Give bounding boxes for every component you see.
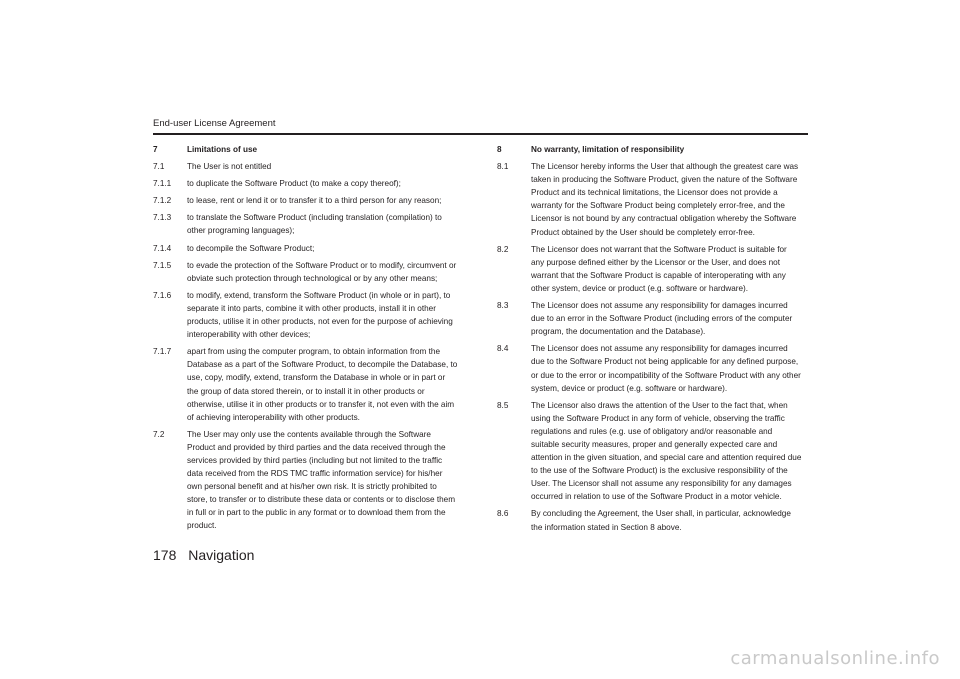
section-8-heading [497, 143, 802, 156]
clause-7-1-4 [153, 242, 458, 255]
clause-text: The Licensor does not assume any responsibility for damages incurred due to an error in the Software Product (including errors of the computer program, the documentation and the Database). [531, 301, 793, 337]
section-number: 7 [153, 145, 158, 154]
clause-text: to evade the protection of the Software Product or to modify, circumvent or obviate such protection through technological or by any other means; [187, 260, 457, 283]
clause-7-2 [153, 428, 458, 533]
section-name: Navigation [188, 547, 255, 563]
clause-number: 7.1.2 [153, 196, 172, 206]
clause-number: 8.4 [497, 344, 509, 354]
clause-number: 7.2 [153, 429, 165, 439]
watermark: carmanualsonline.info [730, 648, 940, 669]
clause-number: 7.1.1 [153, 179, 172, 189]
clause-number: 7.1.4 [153, 243, 172, 253]
clause-7-1-1 [153, 177, 458, 190]
clause-7-1-3 [153, 211, 458, 237]
clause-8-6 [497, 507, 802, 533]
clause-7-1-2 [153, 194, 458, 207]
section-title: Limitations of use [187, 145, 258, 154]
clause-text: to lease, rent or lend it or to transfer it to a third person for any reason; [187, 196, 442, 206]
clause-7-1-6 [153, 289, 458, 341]
clause-text: The Licensor does not assume any responsibility for damages incurred due to the Software Product not being applicable for any defined purpose, or due to the error or incompatibility of the Software Product with any other system, device or product (e.g. software or hardware). [531, 344, 801, 393]
clause-7-1 [153, 160, 458, 173]
clause-7-1-5 [153, 259, 458, 285]
clause-text: By concluding the Agreement, the User shall, in particular, acknowledge the information stated in Section 8 above. [531, 509, 791, 532]
clause-8-4 [497, 342, 802, 394]
clause-text: to translate the Software Product (including translation (compilation) to other programing languages); [187, 213, 442, 236]
left-column [153, 143, 458, 537]
section-number: 8 [497, 145, 502, 154]
clause-number: 8.6 [497, 509, 509, 519]
clause-number: 8.2 [497, 244, 509, 254]
clause-number: 8.5 [497, 400, 509, 410]
clause-text: to duplicate the Software Product (to make a copy thereof); [187, 179, 401, 189]
page-header-title: End-user License Agreement [153, 118, 276, 129]
clause-8-5 [497, 399, 802, 504]
clause-text: The User is not entitled [187, 162, 272, 172]
clause-8-3 [497, 299, 802, 338]
clause-text: The User may only use the contents available through the Software Product and provided by third parties and the data received through the services provided by third parties (including but not limited to the traffic data received from the RDS TMC traffic information service) for his/her own personal benefit and at his/her own risk. It is strictly prohibited to store, to transfer or to distribute these data or contents or to disclose them in full or in part to the public in any format or to download them from the product. [187, 429, 456, 531]
clause-8-2 [497, 243, 802, 295]
clause-7-1-7 [153, 345, 458, 424]
page-footer [153, 546, 254, 564]
clause-number: 7.1.6 [153, 290, 172, 300]
section-7-heading [153, 143, 458, 156]
right-column [497, 143, 802, 538]
clause-number: 8.1 [497, 162, 509, 172]
clause-text: to modify, extend, transform the Software Product (in whole or in part), to separate it into parts, combine it with other products, install it in other products, utilise it in other products, not even for the purpose of achieving interoperability with other devices; [187, 290, 453, 340]
header-rule [153, 133, 808, 135]
clause-number: 7.1 [153, 162, 165, 172]
clause-text: The Licensor also draws the attention of the User to the fact that, when using the Software Product in any form of vehicle, observing the traffic regulations and rules (e.g. use of obligatory and/or reasonable and suitable security measures, proper and generally expected care and attention in the given situation, and special care and attention required due to the use of the Software Product) is the exclusive responsibility of the User. The Licensor shall not assume any responsibility for any damages occurred in relation to use of the Software Product in a motor vehicle. [531, 400, 802, 502]
clause-text: apart from using the computer program, to obtain information from the Database as a part of the Software Product, to decompile the Database, to use, copy, modify, extend, transform the Database in whole or in part or the group of data stored therein, or to install it in other products or otherwise, utilise it in other products or to transfer it, not even with the aim of achieving interoperability with other products. [187, 347, 458, 422]
clause-text: The Licensor hereby informs the User that although the greatest care was taken in producing the Software Product, given the nature of the Software Product and its technical limitations, the Licensor does not provide a warranty for the Software Product being completely error-free, and the Licensor is not bound by any contractual obligation whereby the Software Product obtained by the User should be completely error-free. [531, 162, 799, 237]
clause-text: The Licensor does not warrant that the Software Product is suitable for any purpose defined either by the Licensor or the User, and does not warrant that the Software Product is capable of interoperating with any other system, device or product (e.g. software or hardware). [531, 244, 787, 293]
clause-8-1 [497, 160, 802, 239]
clause-number: 8.3 [497, 301, 509, 311]
clause-number: 7.1.5 [153, 260, 172, 270]
section-title: No warranty, limitation of responsibility [531, 145, 685, 154]
clause-number: 7.1.7 [153, 347, 172, 357]
clause-text: to decompile the Software Product; [187, 243, 315, 253]
clause-number: 7.1.3 [153, 213, 172, 223]
page-number: 178 [153, 547, 177, 563]
